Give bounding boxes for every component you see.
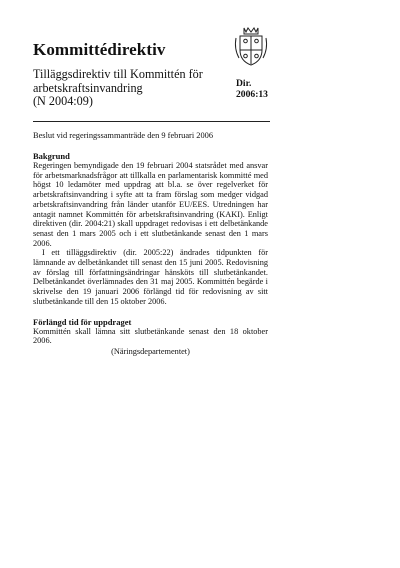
directive-title-line: arbetskraftsinvandring	[33, 80, 143, 95]
directive-number	[236, 78, 268, 100]
department-name: (Näringsdepartementet)	[111, 346, 190, 356]
decision-line: Beslut vid regeringssammanträde den 9 februari 2006	[33, 131, 214, 140]
section-heading-background: Bakgrund	[33, 151, 70, 161]
paragraph: Regeringen bemyndigade den 19 februari 2004 statsrådet med ansvar för arbetsmarknadsfrågor att tillkalla en parlamentarisk kommitté med högst 10 ledamöter med uppdrag att bl.a. se över regelverket för arbetskraftsinvandring i syfte att ta fram förslag som medger vidgad arbetskraftsinvandring från länder utanför EU/EES. Utredningen har antagit namnet Kommittén för arbetskraftsinvandring (KAKI). Enligt direktiven (dir. 2004:21) skall uppdraget redovisas i ett delbetänkande senast den 1 mars 2005 och i ett slutbetänkande senast den 1 mars 2006.	[33, 161, 268, 248]
directive-body	[33, 151, 268, 357]
paragraph: I ett tilläggsdirektiv (dir. 2005:22) ändrades tidpunkten för lämnande av delbetänkandet till senast den 15 juni 2005. Redovisning av förslag till författningsändringar hänsköts till slutbetänkandet. Delbetänkandet överlämnades den 31 maj 2005. Kommittén begärde i skrivelse den 19 januari 2006 förlängd tid för redovisning av sitt slutbetänkande till den 15 oktober 2006.	[33, 248, 268, 306]
dir-number: 2006:13	[236, 89, 268, 100]
directive-title-line: (N 2004:09)	[33, 94, 93, 109]
paragraph: Kommittén skall lämna sitt slutbetänkande senast den 18 oktober 2006.	[33, 326, 268, 346]
swedish-coat-of-arms-icon	[233, 25, 269, 67]
header-divider	[33, 121, 270, 122]
directive-title	[33, 68, 223, 109]
section-heading-extension: Förlängd tid för uppdraget	[33, 316, 132, 327]
dir-label: Dir.	[236, 78, 252, 89]
directive-title-line: Tilläggsdirektiv till Kommittén för	[33, 67, 203, 81]
series-title: Kommittédirektiv	[33, 40, 166, 59]
